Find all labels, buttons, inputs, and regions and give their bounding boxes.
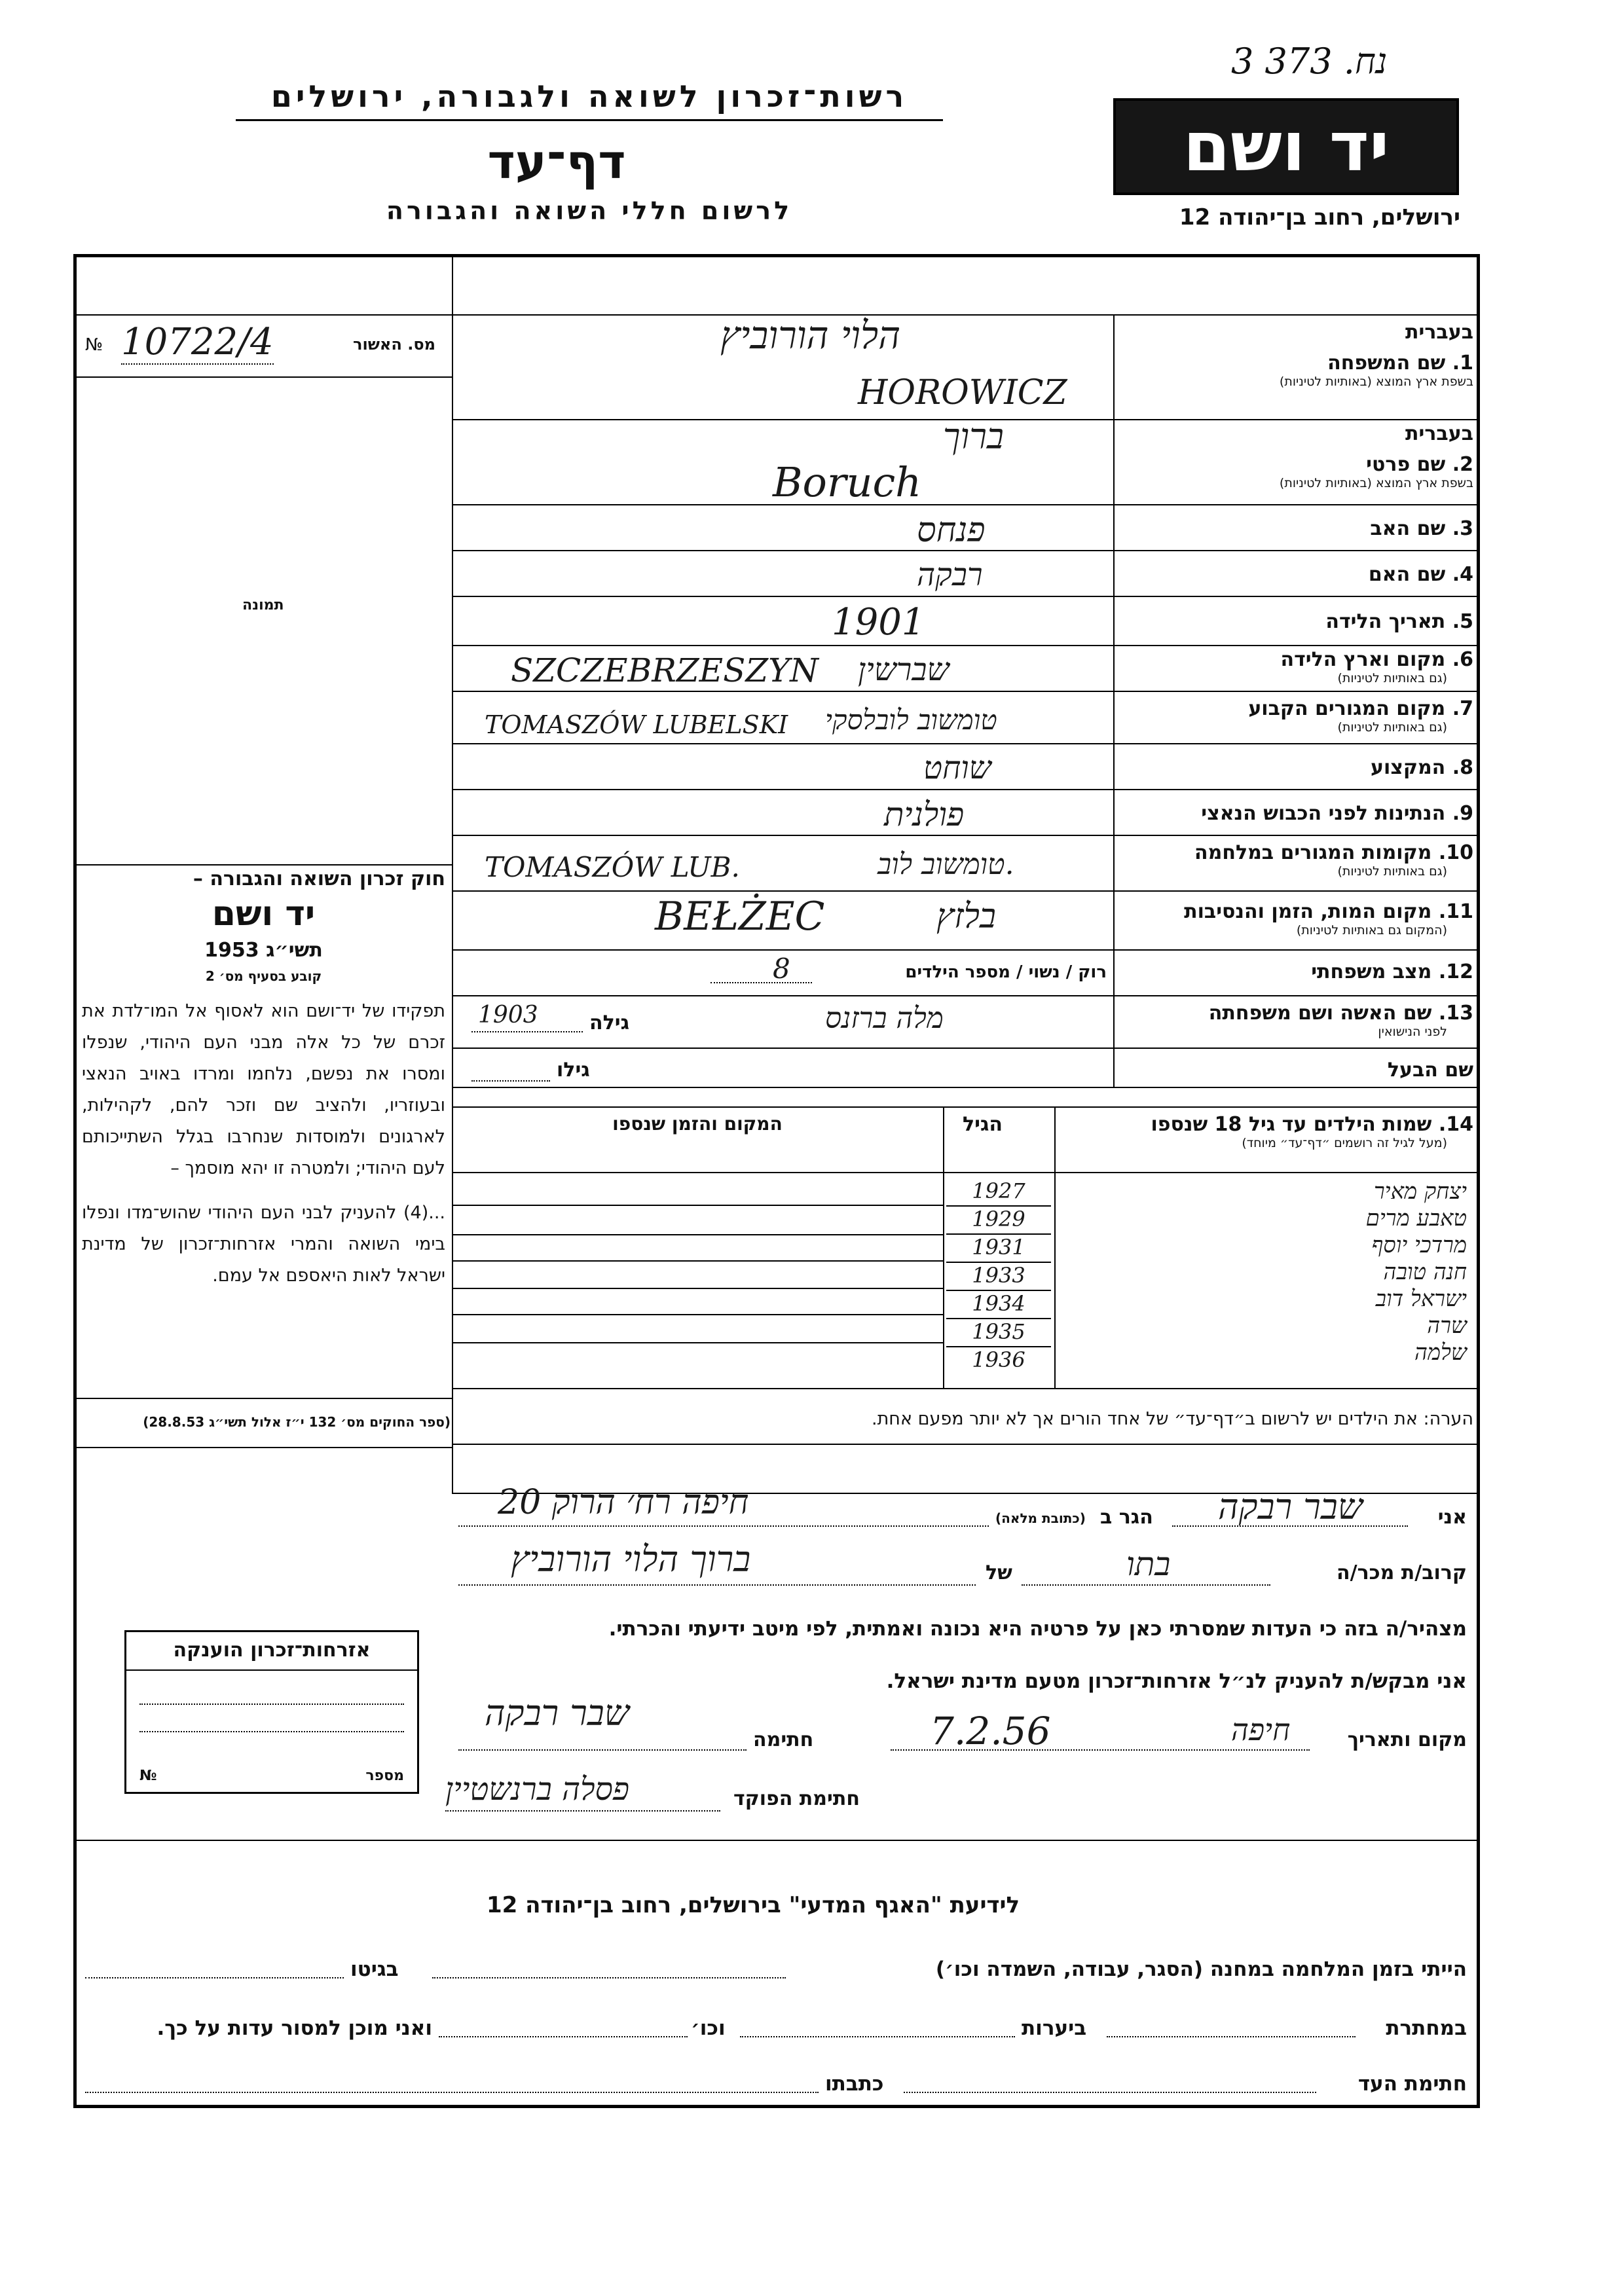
field-12-value: 8 [773,953,790,985]
row-line [452,1106,1479,1108]
bottom-line1-b: בגיטו [350,1958,399,1981]
field-8-label: המקצוע [1370,756,1446,779]
row-line [452,949,1479,951]
field-2-value-lat: Boruch [773,458,922,506]
field-1-sub: בשפת ארץ המוצא (באותיות לטיניות) [1279,374,1473,389]
date-value: 7.2.56 [930,1709,1051,1753]
field-8-label-block [1120,756,1473,779]
children-sub: (מעל לגיל זה רושמים ״דף־עד״ מיוחד) [1242,1136,1447,1150]
field-8-num: 8. [1452,756,1473,779]
row-line [452,691,1479,692]
field-2-pre: בעברית [1405,422,1473,445]
logo-address: ירושלים, רחוב בן־יהודה 12 [1179,204,1460,230]
bottom-line3-dots-2 [85,2092,819,2093]
of-dots [458,1584,976,1586]
field-3-num: 3. [1452,517,1473,540]
husband-label: שם הבעל [1387,1059,1473,1082]
bottom-line2-a: במחתרת [1386,2016,1467,2040]
bottom-title: לידיעת "האגף המדעי" בירושלים, רחוב בן־יהודה 12 [486,1892,1020,1918]
place-value: חיפה [1231,1712,1291,1747]
row-line [452,890,1479,892]
field-2-label: שם פרטי [1366,453,1446,476]
field-9-num: 9. [1452,802,1473,825]
child-age: 1936 [972,1347,1025,1372]
field-7-label-block [1120,697,1473,735]
children-header-line [452,1172,1479,1173]
children-row-line [452,1234,943,1235]
field-11-num: 11. [1438,900,1473,923]
citizenship-number-label: מספר [365,1768,404,1784]
field-12-label: מצב משפחתי [1311,960,1432,983]
field-13-age-dots [471,1031,583,1032]
children-age-header: הגיל [963,1113,1003,1136]
law-title-2: יד ושם [212,894,316,934]
field-2-label-block [1120,422,1473,490]
field-1-pre: בעברית [1405,321,1473,344]
field-1-value-lat: HOROWICZ [858,373,1067,412]
place-date-label: מקום ותאריך [1347,1728,1467,1751]
row-line [452,1087,1479,1088]
row-line [452,504,1479,505]
field-1-num: 1. [1452,352,1473,374]
note-text: הערה: את הילדים יש לרשום ב״דף־עד״ של אחד הורים אך לא יותר מפעם אחת. [871,1409,1473,1429]
child-age: 1927 [946,1178,1051,1207]
field-10-sub: (גם באותיות לטיניות) [1337,864,1447,879]
children-num: 14. [1438,1113,1473,1136]
children-place-header: המקום והזמן שנספו [612,1113,783,1135]
field-12-label-block [1120,960,1473,983]
approval-bottom-line [75,376,452,378]
bottom-line2-c: וכו׳ [691,2016,726,2040]
husband-age-dots [471,1080,550,1082]
field-7-num: 7. [1452,697,1473,720]
field-5-value: 1901 [832,601,925,644]
field-9-label: הנתינות לפני הכבוש הנאצי [1201,802,1446,825]
citizenship-title-line [126,1669,417,1671]
form-subtitle: לרשום חללי השואה והגבורה [386,196,793,225]
field-8-value: שוחט [923,750,991,786]
bottom-line3-b: כתבתו [825,2072,884,2096]
address-dots [458,1525,989,1527]
child-name: שרה [1427,1313,1467,1339]
children-col-line [1054,1106,1056,1388]
child-age: 1929 [946,1207,1051,1235]
row-line [452,835,1479,836]
field-1-label-block [1120,321,1473,389]
field-13-sub: לפני הנישואין [1378,1025,1447,1039]
signature-value: שבר רבקה [485,1692,630,1734]
field-11-value-lat: BEŁŻEC [655,894,825,939]
field-10-label: מקומות המגורים במלחמה [1194,841,1432,864]
row-line [452,645,1479,646]
field-13-num: 13. [1438,1002,1473,1025]
field-2-num: 2. [1452,453,1473,476]
law-text-1: תפקידו של יד־ושם הוא לאסוף אל המו־לדת את זכרם של כל אלה מבני העם היהודי, שנפלו ומסרו את נפשם, נלחמו ומרדו באויב הנאצי ובעוזריו, ולהציב שם וזכר להם, לקהילות, לארגונים ולמוסדות שנחרבו בגלל השתייכותם לעם היהודי; ולמטרה זו יהא מוסמך – [82,1001,445,1178]
bottom-line2-dots-2 [740,2036,1015,2037]
field-6-sub: (גם באותיות לטיניות) [1337,671,1447,685]
signature-label: חתימה [753,1728,814,1751]
field-4-label: שם האם [1368,563,1446,586]
bottom-section-line [75,1840,1479,1841]
children-label: שמות הילדים עד גיל 18 שנספו [1151,1113,1432,1136]
row-line [452,995,1479,996]
children-row-line [452,1288,943,1289]
bottom-line3-a: חתימת העד [1357,2072,1467,2096]
children-row-line [452,1314,943,1315]
child-name: שלמה [1414,1339,1467,1366]
bottom-line2-b: ביערות [1022,2016,1087,2040]
field-11-label: מקום המות, הזמן והנסיבות [1184,900,1432,923]
relation-label: קרוב/ת מכר/ה [1337,1561,1467,1584]
field-3-value: פנחס [917,511,986,550]
law-bottom-line [75,1398,452,1399]
field-9-label-block [1120,802,1473,825]
field-6-value-heb: שברשין [858,651,950,688]
field-2-sub: בשפת ארץ המוצא (באותיות לטיניות) [1279,476,1473,490]
law-year: תשי״ג 1953 [204,939,323,962]
note-line [452,1444,1479,1445]
citizenship-title: אזרחות־זכרון הוענקה [173,1639,371,1662]
child-age: 1933 [946,1263,1051,1291]
yad-vashem-logo: יד ושם [1113,98,1459,195]
field-11-label-block [1120,900,1473,938]
bottom-line2-d: ואני מוכן למסור עדות על כך. [157,2016,432,2040]
field-9-value: פולנית [884,795,965,833]
children-row-line [452,1342,943,1343]
citizenship-no-sign: № [139,1768,157,1784]
of-value: ברוך הלוי הורוביץ [511,1539,751,1580]
field-6-value-lat: SZCZEBRZESZYN [511,651,819,689]
law-top-line [75,864,452,866]
reference-number: 3 נח. 373 [1231,41,1388,82]
declaration-request: אני מבקש/ת להעניק לנ״ל אזרחות־זכרון מטעם מדינת ישראל. [886,1669,1467,1693]
field-1-label: שם המשפחה [1327,352,1446,374]
left-column-divider [452,255,453,1493]
bottom-line1-dots-2 [85,1977,344,1978]
children-col-line [943,1106,944,1388]
declaration-ani: אני [1437,1506,1467,1529]
field-11-value-heb: בלזץ [936,897,996,936]
field-13-age-label: גילה [589,1011,629,1034]
law-block [82,867,445,1292]
field-7-sub: (גם באותיות לטיניות) [1337,720,1447,735]
officer-signature-dots [445,1810,720,1812]
bottom-line1-a: הייתי בזמן המלחמה במחנה (הסגר, עבודה, השמדה וכו׳) [935,1958,1467,1981]
field-7-value-heb: טומשוב לובלסקי [825,704,997,736]
child-age: 1931 [946,1235,1051,1263]
child-name: חנה טובה [1383,1259,1467,1285]
field-2-value-heb: ברוך [943,416,1004,457]
children-row-line [452,1205,943,1206]
field-4-num: 4. [1452,563,1473,586]
field-12-dots [710,982,812,983]
approval-number: 10722/4 [121,321,274,363]
citizenship-box [124,1630,419,1794]
law-title-1: חוק זכרון השואה והגבורה – [193,867,445,890]
child-name: ישראל דוב [1375,1286,1467,1312]
child-age: 1935 [946,1319,1051,1347]
declarant-address: חיפה רח׳ הרוק 20 [498,1483,749,1522]
children-ages [946,1178,1051,1374]
form-title: דף־עד [487,134,626,189]
approval-label: מס. האשור [353,335,435,354]
place-date-dots [891,1749,1310,1751]
field-6-label: מקום וארץ הלידה [1280,648,1446,671]
row-line [452,1048,1479,1049]
husband-age-label: גילו [557,1059,590,1082]
declaration-statement: מצהיר/ה בזה כי העדות שמסרתי כאן על פרטיה היא נכונה ואמתית, לפי מיטב ידיעתי והכרתי. [608,1617,1467,1641]
field-10-value-heb: טומשוב לוב. [877,848,1014,881]
bottom-line3-dots [904,2092,1316,2093]
child-name: יצחק מאיר [1373,1178,1467,1205]
law-ref-line [75,1447,452,1448]
declarant-name-dots [1172,1525,1408,1527]
row-line [452,596,1479,597]
full-address-label: (כתובת מלאה) [995,1510,1086,1526]
field-10-num: 10. [1438,841,1473,864]
field-3-label: שם האב [1370,517,1446,540]
children-bottom-line [452,1388,1479,1389]
law-text-2: ...(4) להעניק לבני העם היהודי שהוש־מדו ונפלו בימי השואה והמרי אזרחות־זכרון של מדינת ישראל לאות היאספם אל עמם. [82,1203,445,1286]
field-4-label-block [1120,563,1473,586]
field-6-label-block [1120,648,1473,685]
officer-signature-value: פסלה ברנשטיין [445,1771,629,1808]
field-7-label: מקום המגורים הקבוע [1248,697,1446,720]
field-10-value-lat: TOMASZÓW LUB. [485,851,740,883]
field-12-marital: רוק / נשוי / מספר הילדים [905,962,1107,982]
of-label: של [986,1561,1012,1584]
field-5-num: 5. [1452,610,1473,633]
field-13-value: מלה ברזנס [825,1002,944,1035]
law-section: קובע בסעיף מס׳ 2 [205,968,322,984]
child-name: טאבע מרים [1365,1205,1467,1231]
relation-dots [1022,1584,1270,1586]
resident-label: הגר ב [1100,1506,1153,1529]
citizenship-dots [139,1731,404,1732]
field-6-num: 6. [1452,648,1473,671]
relation-value: בתו [1126,1545,1171,1583]
field-7-value-lat: TOMASZÓW LUBELSKI [485,710,788,739]
field-3-label-block [1120,517,1473,540]
field-13-label-block [1120,1002,1473,1039]
field-5-label: תאריך הלידה [1325,610,1446,633]
signature-dots [458,1749,747,1751]
children-names [1061,1178,1467,1366]
bottom-line2-dots-3 [439,2036,688,2037]
field-13-age-value: 1903 [478,1002,538,1029]
row-line [452,550,1479,551]
approval-no-sign: № [85,335,103,355]
child-age: 1934 [946,1291,1051,1319]
officer-signature-label: חתימת הפוקד [733,1787,860,1810]
photo-label: תמונה [242,597,284,613]
row-line [452,314,1479,316]
field-10-label-block [1120,841,1473,879]
field-1-value-heb: הלוי הורוביץ [720,313,901,357]
approval-number-block [85,321,442,367]
header-underline [236,119,943,121]
citizenship-dots [139,1704,404,1705]
declarant-name: שבר רבקה [1218,1486,1363,1527]
bottom-line2-dots [1107,2036,1356,2037]
field-11-sub: (המקום גם באותיות לטיניות) [1296,923,1447,938]
field-5-label-block [1120,610,1473,633]
authority-name: רשות־זכרון לשואה ולגבורה, ירושלים [270,79,908,114]
row-line [452,789,1479,790]
law-reference: (ספר החוקים מס׳ 132 י״ז אלול תשי״ג 28.8.53) [143,1414,451,1430]
row-line [452,743,1479,744]
field-13-label: שם האשה ושם משפחתה [1208,1002,1432,1025]
children-row-line [452,1260,943,1262]
label-column-divider [1113,314,1115,1087]
field-12-num: 12. [1438,960,1473,983]
child-name: מרדכי יוסף [1371,1232,1467,1258]
field-4-value: רבקה [917,556,983,593]
approval-top-line [75,314,452,316]
bottom-line1-dots [432,1977,786,1978]
children-header-block [1061,1113,1473,1150]
